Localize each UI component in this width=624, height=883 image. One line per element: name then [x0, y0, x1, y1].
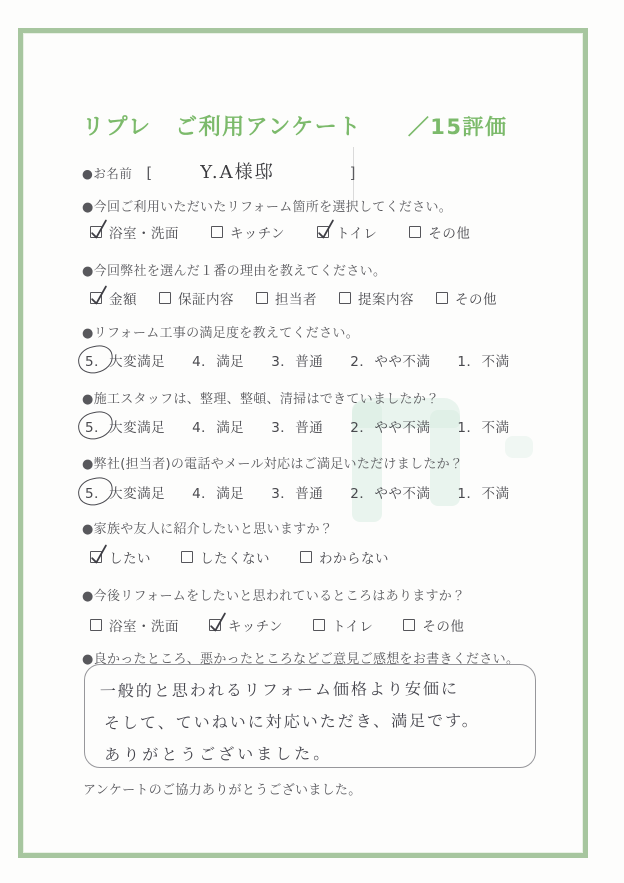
close-bracket: ]: [349, 164, 356, 182]
rating-number: 5．: [84, 416, 109, 436]
rating-label: 普通: [295, 420, 324, 436]
rating-number: 1．: [457, 486, 481, 502]
checkbox-option-not-sure: [300, 547, 389, 567]
check-mark-icon: [316, 218, 335, 240]
option-label: キッチン: [230, 226, 286, 242]
rating-label: 満足: [216, 486, 245, 502]
rating-label: 不満: [481, 486, 510, 502]
question-label-comments: ●良かったところ、悪かったところなどご意見ご感想をお書きください。: [82, 652, 520, 667]
option-label: トイレ: [332, 619, 374, 635]
checkbox-option-other: [436, 288, 497, 308]
check-mark-icon: [89, 543, 108, 565]
footer-thanks-note: アンケートのご協力ありがとうございました。: [83, 783, 362, 798]
rating-number: 1．: [457, 354, 481, 370]
rating-option-2: [349, 416, 430, 436]
checkbox-icon: [90, 619, 102, 631]
checkbox-option-proposal: [339, 288, 414, 308]
checkbox-icon: [256, 292, 268, 304]
rating-label: 大変満足: [109, 486, 166, 502]
checkbox-icon: [339, 292, 351, 304]
rating-option-3: [270, 416, 323, 436]
rating-option-3: [270, 482, 323, 502]
options-row-recommend: [90, 547, 389, 567]
checkbox-icon: [90, 292, 102, 304]
rating-option-4: [191, 350, 244, 370]
checkbox-option-other: [409, 222, 470, 242]
checkbox-option-warranty: [159, 288, 234, 308]
rating-row-phone-mail-response: [84, 482, 509, 502]
option-label: その他: [422, 619, 465, 635]
options-row-renovation-area: [90, 222, 470, 242]
question-label-staff-cleanliness: ●施工スタッフは、整理、整頓、清掃はできていましたか？: [82, 392, 440, 407]
rating-option-2: [349, 482, 430, 502]
checkbox-icon: [159, 292, 171, 304]
rating-option-2: [349, 350, 430, 370]
option-label: キッチン: [228, 619, 284, 635]
option-label: 浴室・洗面: [109, 226, 179, 242]
rating-label: 不満: [481, 354, 510, 370]
checkbox-icon: [90, 551, 102, 563]
checkbox-icon: [403, 619, 415, 631]
rating-number: 2．: [350, 420, 374, 436]
checkbox-icon: [436, 292, 448, 304]
check-mark-icon: [89, 218, 108, 240]
checkbox-option-toilet: [317, 222, 377, 242]
rating-option-1: [456, 482, 509, 502]
rating-label: 満足: [216, 354, 245, 370]
question-label-phone-mail-response: ●弊社(担当者)の電話やメール対応はご満足いただけましたか？: [82, 457, 464, 472]
options-row-reason: [90, 288, 497, 308]
rating-number: 4．: [192, 420, 216, 436]
checkbox-option-do-not-want: [181, 547, 270, 567]
handwritten-comment: [100, 673, 521, 772]
survey-title: [82, 110, 508, 141]
option-label: その他: [455, 292, 497, 308]
option-label: 担当者: [275, 292, 317, 308]
name-label: ●お名前: [82, 166, 133, 181]
name-value: Y.A様邸: [200, 162, 275, 183]
score-label: ／15評価: [407, 115, 508, 139]
rating-number: 1．: [457, 420, 481, 436]
rating-option-1: [456, 350, 509, 370]
options-row-future-renovation: [90, 615, 464, 635]
checkbox-option-staff: [256, 288, 317, 308]
rating-number: 4．: [192, 486, 216, 502]
checkbox-option-kitchen: [211, 222, 285, 242]
rating-row-staff-cleanliness: [84, 416, 509, 436]
question-label-recommend: ●家族や友人に紹介したいと思いますか？: [82, 522, 334, 537]
rating-label: 大変満足: [109, 420, 166, 436]
checkbox-icon: [211, 226, 223, 238]
rating-label: 不満: [481, 420, 510, 436]
watermark-shape: [505, 436, 533, 458]
handwritten-line: そして、ていねいに対応いただき、満足です。: [103, 710, 480, 733]
option-label: 金額: [109, 292, 137, 308]
option-label: その他: [428, 226, 471, 242]
checkbox-option-bathroom: [90, 222, 179, 242]
rating-label: やや不満: [374, 486, 431, 502]
rating-label: 大変満足: [109, 354, 166, 370]
checkbox-option-toilet: [313, 615, 373, 635]
checkbox-option-price: [90, 288, 137, 308]
checkbox-option-other: [403, 615, 464, 635]
checkbox-icon: [209, 619, 221, 631]
rating-number: 5．: [84, 482, 109, 502]
handwritten-line: ありがとうございました。: [104, 743, 333, 765]
rating-label: やや不満: [374, 354, 431, 370]
rating-option-5: [84, 416, 165, 436]
survey-title-text: リプレ ご利用アンケート: [82, 115, 362, 140]
checkbox-icon: [317, 226, 329, 238]
rating-label: 普通: [295, 486, 324, 502]
rating-number: 3．: [271, 486, 295, 502]
option-label: したい: [109, 551, 151, 567]
rating-option-5: [84, 350, 165, 370]
option-label: わからない: [319, 551, 389, 567]
option-label: 浴室・洗面: [109, 619, 179, 635]
question-label-renovation-area: ●今回ご利用いただいたリフォーム箇所を選択してください。: [82, 200, 453, 215]
option-label: トイレ: [336, 226, 378, 242]
rating-option-1: [456, 416, 509, 436]
checkbox-icon: [313, 619, 325, 631]
question-label-work-satisfaction: ●リフォーム工事の満足度を教えてください。: [82, 326, 359, 341]
rating-option-5: [84, 482, 165, 502]
rating-option-3: [270, 350, 323, 370]
rating-label: やや不満: [374, 420, 431, 436]
check-mark-icon: [89, 284, 108, 306]
question-label-reason: ●今回弊社を選んだ１番の理由を教えてください。: [82, 264, 387, 279]
rating-number: 3．: [271, 354, 295, 370]
rating-number: 3．: [271, 420, 295, 436]
rating-number: 2．: [350, 354, 374, 370]
rating-number: 5．: [84, 350, 109, 370]
rating-option-4: [191, 482, 244, 502]
question-label-future-renovation: ●今後リフォームをしたいと思われているところはありますか？: [82, 589, 466, 604]
option-label: したくない: [200, 551, 270, 567]
name-row: [82, 158, 355, 184]
checkbox-option-kitchen: [209, 615, 283, 635]
checkbox-icon: [90, 226, 102, 238]
rating-number: 2．: [350, 486, 374, 502]
checkbox-option-want-to: [90, 547, 151, 567]
rating-label: 普通: [295, 354, 324, 370]
check-mark-icon: [208, 611, 227, 633]
rating-label: 満足: [216, 420, 245, 436]
rating-row-work-satisfaction: [84, 350, 509, 370]
handwritten-line: 一般的と思われるリフォーム価格より安価に: [99, 678, 460, 701]
checkbox-icon: [409, 226, 421, 238]
option-label: 提案内容: [358, 292, 414, 308]
rating-option-4: [191, 416, 244, 436]
checkbox-icon: [181, 551, 193, 563]
checkbox-icon: [300, 551, 312, 563]
open-bracket: [: [146, 164, 153, 182]
rating-number: 4．: [192, 354, 216, 370]
option-label: 保証内容: [178, 292, 234, 308]
checkbox-option-bathroom: [90, 615, 179, 635]
